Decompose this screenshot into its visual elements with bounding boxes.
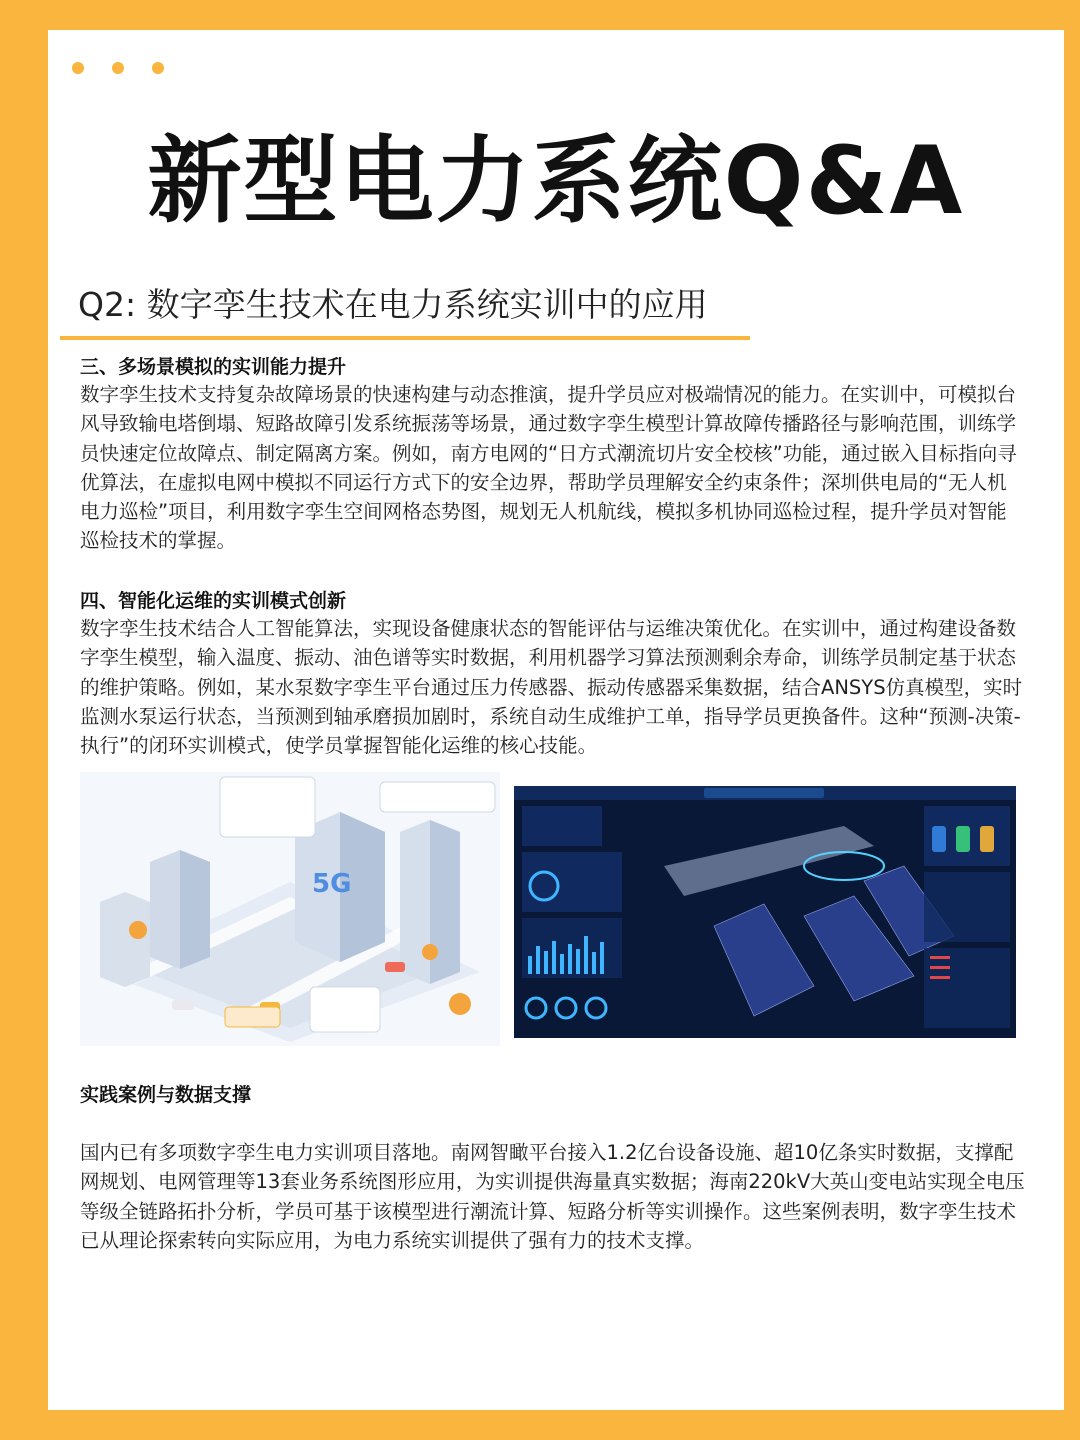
dot-icon <box>152 62 164 74</box>
section-heading: 四、智能化运维的实训模式创新 <box>80 590 347 612</box>
svg-text:5G: 5G <box>312 869 352 899</box>
section-heading: 三、多场景模拟的实训能力提升 <box>80 356 347 378</box>
smart-city-5g-illustration-icon <box>80 772 500 1046</box>
solar-dashboard-screenshot-icon <box>514 786 1016 1038</box>
content-card <box>48 30 1064 1410</box>
section-body: 数字孪生技术支持复杂故障场景的快速构建与动态推演，提升学员应对极端情况的能力。在实训中，可模拟台风导致输电塔倒塌、短路故障引发系统振荡等场景，通过数字孪生模型计算故障传播路径与影响范围，训练学员快速定位故障点、制定隔离方案。例如，南方电网的“日方式潮流切片安全校核”功能，通过嵌入目标指向寻优算法，在虚拟电网中模拟不同运行方式下的安全边界，帮助学员理解安全约束条件；深圳供电局的“无人机电力巡检”项目，利用数字孪生空间网格态势图，规划无人机航线，模拟多机协同巡检过程，提升学员对智能巡检技术的掌握。 <box>80 383 1017 553</box>
section-body: 数字孪生技术结合人工智能算法，实现设备健康状态的智能评估与运维决策优化。在实训中，通过构建设备数字孪生模型，输入温度、振动、油色谱等实时数据，利用机器学习算法预测剩余寿命，训练学员制定基于状态的维护策略。例如，某水泵数字孪生平台通过压力传感器、振动传感器采集数据，结合ANSYS仿真模型，实时监测水泵运行状态，当预测到轴承磨损加剧时，系统自动生成维护工单，指导学员更换备件。这种“预测-决策-执行”的闭环实训模式，使学员掌握智能化运维的核心技能。 <box>80 617 1023 758</box>
subtitle-underline <box>60 336 750 340</box>
section-body: 国内已有多项数字孪生电力实训项目落地。南网智瞰平台接入1.2亿台设备设施、超10亿条实时数据，支撑配网规划、电网管理等13套业务系统图形应用，为实训提供海量真实数据；海南220kV大英山变电站实现全电压等级全链路拓扑分析，学员可基于该模型进行潮流计算、短路分析等实训操作。这些案例表明，数字孪生技术已从理论探索转向实际应用，为电力系统实训提供了强有力的技术支撑。 <box>80 1141 1025 1252</box>
section-heading: 实践案例与数据支撑 <box>80 1084 252 1106</box>
dot-icon <box>112 62 124 74</box>
page-subtitle: Q2: 数字孪生技术在电力系统实训中的应用 <box>78 285 708 324</box>
window-dots <box>72 62 164 74</box>
dot-icon <box>72 62 84 74</box>
page-title: 新型电力系统Q&A <box>147 127 965 236</box>
